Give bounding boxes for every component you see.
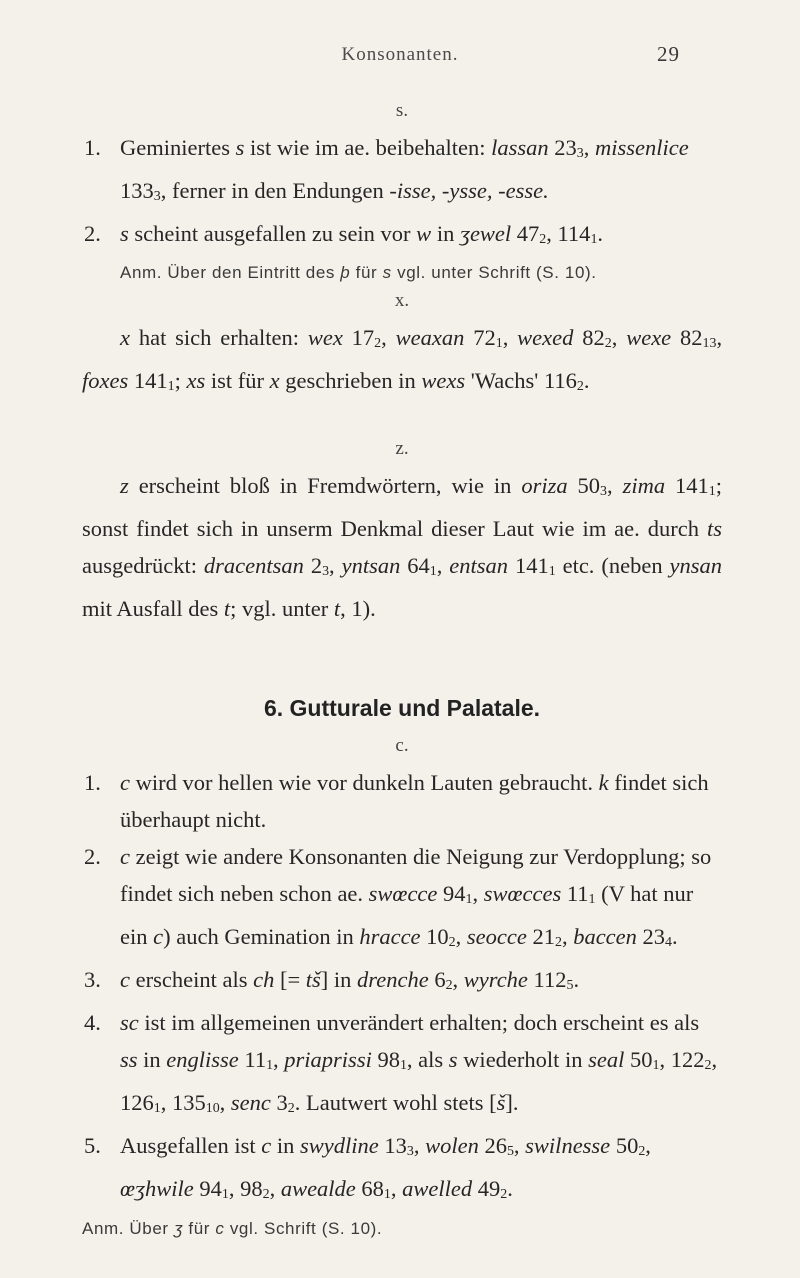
section-heading-z: z.: [395, 438, 409, 459]
section-c: [82, 690, 722, 1244]
list-item: 1. c wird vor hellen wie vor dunkeln Lauten gebraucht. k findet sich überhaupt nicht.: [84, 770, 709, 832]
annotation: Anm. Über den Eintritt des þ für s vgl. unter Schrift (S. 10).: [120, 263, 597, 283]
section-s: [82, 92, 722, 288]
list-item: 4. sc ist im allgemeinen unverändert erhalten; doch erscheint es als ss in englisse $11_1$, priaprissi $98_1$, als s wiederholt in seal $50_1$, $122_2$, $126_1$, $135_{10}$, senc $3_2$. Lautwert wohl stets [š].: [84, 1010, 718, 1117]
annotation: Anm. Über ʒ für c vgl. Schrift (S. 10).: [82, 1218, 383, 1238]
page-number: 29: [657, 42, 680, 66]
list-item: 2. s scheint ausgefallen zu sein vor w in ʒewel $47_2$, $114_1$.: [84, 221, 604, 248]
paragraph: z erscheint bloß in Fremdwörtern, wie in oriza $50_3$, zima $141_1$; sonst findet sich in unserm Denkmal dieser Laut wie im ae. durch ts ausgedrückt: dracentsan $2_3$, yntsan $64_1$, entsan $141_1$ etc. (neben ynsan mit Ausfall des t; vgl. unter t, 1).: [82, 473, 723, 622]
list-item: 2. c zeigt wie andere Konsonanten die Neigung zur Verdopplung; so findet sich neben schon ae. swœcce $94_1$, swœcces $11_1$ (V hat nur ein c) auch Gemination in hracce $10_2$, seocce $21_2$, baccen $23_4$.: [84, 844, 712, 951]
running-title: Konsonanten.: [341, 44, 459, 65]
section-z: [82, 430, 722, 627]
section-heading-x: x.: [394, 290, 410, 311]
section-heading-s: s.: [395, 100, 409, 121]
list-item: 1. Geminiertes s ist wie im ae. beibehalten: lassan $23_3$, missenlice $133_3$, ferner in den Endungen -isse, -ysse, -esse.: [84, 135, 689, 205]
list-item: 3. c erscheint als ch [= tš] in drenche $6_2$, wyrche $112_5$.: [84, 967, 580, 994]
section-heading-c: c.: [395, 735, 409, 756]
section-x: [82, 282, 722, 405]
paragraph: x hat sich erhalten: wex $17_2$, weaxan $72_1$, wexed $82_2$, wexe $82_{13}$, foxes $141_1$; xs ist für x geschrieben in wexs 'Wachs' $116_2$.: [82, 325, 723, 395]
running-head: [0, 40, 800, 72]
list-item: 5. Ausgefallen ist c in swydline $13_3$, wolen $26_5$, swilnesse $50_2$, œʒhwile $94_1$, $98_2$, awealde $68_1$, awelled $49_2$.: [84, 1133, 651, 1203]
chapter-heading: 6. Gutturale und Palatale.: [263, 695, 541, 721]
